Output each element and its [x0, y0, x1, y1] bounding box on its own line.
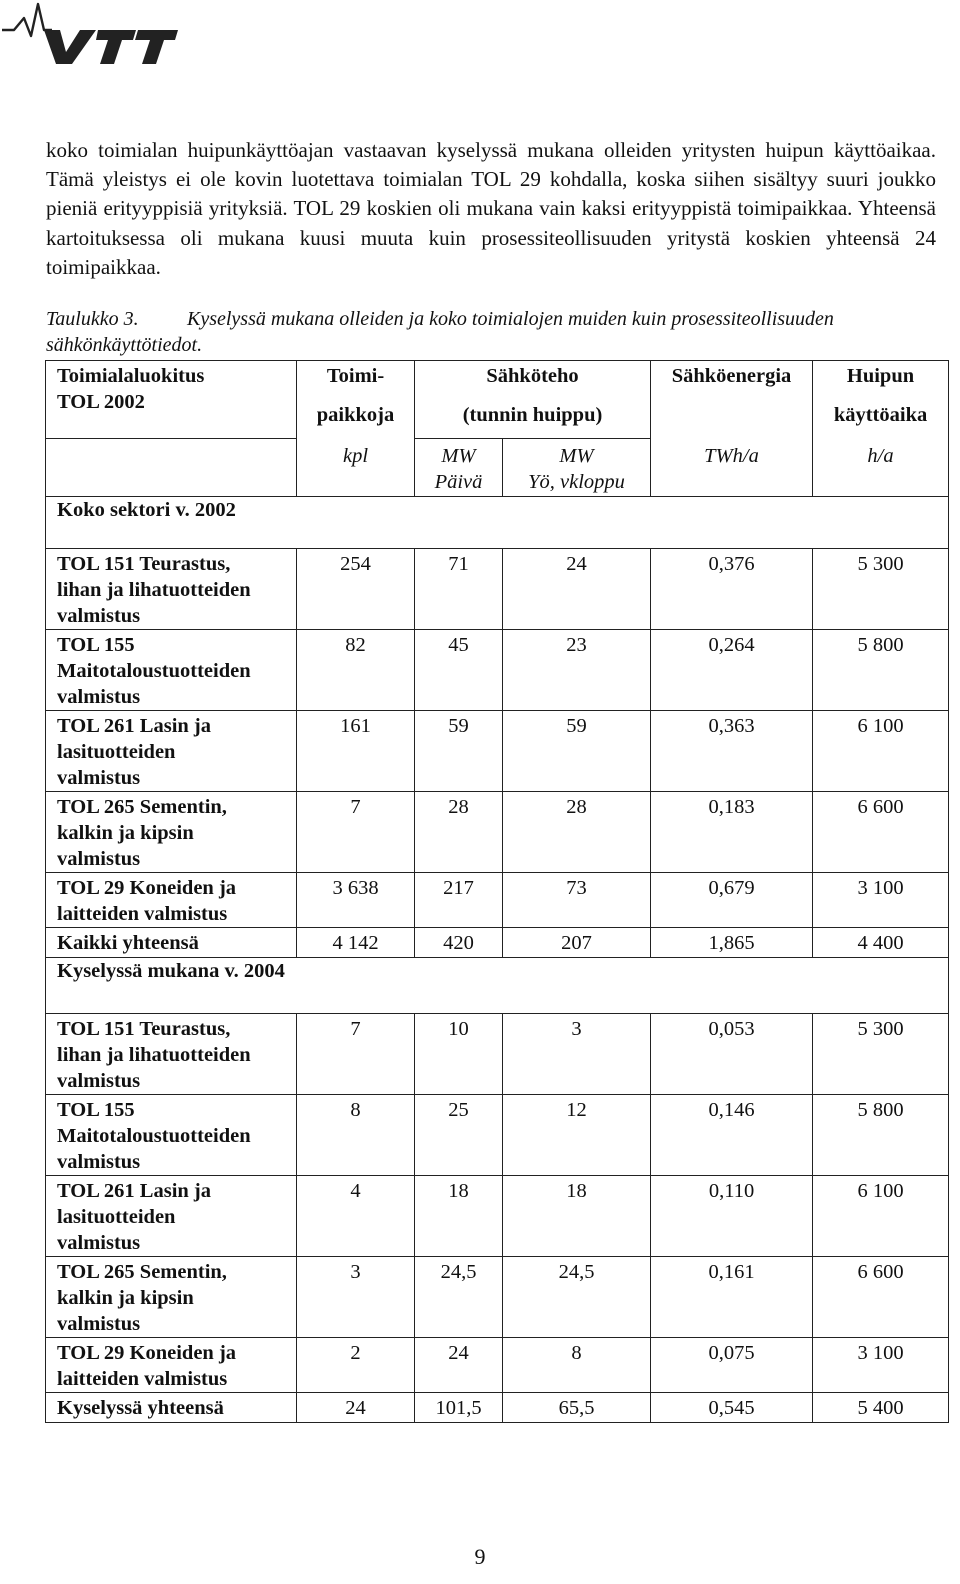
cell-peak-hours: 5 800 [813, 630, 949, 711]
table-units-row [46, 439, 949, 497]
table-row [46, 1257, 949, 1338]
cell-day-power: 59 [415, 711, 503, 792]
total-day-power: 101,5 [415, 1393, 503, 1423]
row-label-line: valmistus [57, 767, 141, 789]
body-paragraph: koko toimialan huipunkäyttöajan vastaavan kyselyssä mukana olleiden yritysten huipun käyttöaikaa. Tämä yleistys ei ole kovin luotettava toimialan TOL 29 kohdalla, koska siihen sisältyy suuri joukko pieniä erityyppisiä yrityksiä. TOL 29 koskien oli mukana vain kaksi erityyppistä toimipaikkaa. Yhteensä kartoituksessa oli mukana kuusi muuta kuin prosessiteollisuuden yritystä koskien yhteensä 24 toimipaikkaa. [46, 138, 936, 279]
total-energy: 0,545 [651, 1393, 813, 1423]
cell-night-power: 8 [503, 1338, 651, 1393]
cell-night-power: 23 [503, 630, 651, 711]
table-row [46, 1014, 949, 1095]
header-classification: Toimialaluokitus TOL 2002 [46, 361, 297, 439]
cell-energy: 0,183 [651, 792, 813, 873]
cell-peak-hours: 5 300 [813, 1014, 949, 1095]
cell-day-power: 71 [415, 549, 503, 630]
row-label-line: TOL 155 [57, 634, 135, 656]
unit-count: kpl [297, 439, 415, 497]
cell-energy: 0,376 [651, 549, 813, 630]
section-title-row [46, 497, 949, 549]
cell-count: 2 [297, 1338, 415, 1393]
table-row [46, 1338, 949, 1393]
cell-count: 4 [297, 1176, 415, 1257]
cell-day-power: 24 [415, 1338, 503, 1393]
row-label-line: valmistus [57, 1151, 141, 1173]
row-label [46, 549, 297, 630]
row-label-line: TOL 155 [57, 1099, 135, 1121]
cell-count: 3 638 [297, 873, 415, 928]
row-label-line: TOL 261 Lasin ja [57, 1180, 211, 1202]
unit-day: MW Päivä [415, 439, 503, 497]
cell-peak-hours: 3 100 [813, 873, 949, 928]
row-label [46, 1257, 297, 1338]
header-power: Sähköteho (tunnin huippu) [415, 361, 651, 439]
cell-peak-hours: 6 600 [813, 1257, 949, 1338]
table-caption [46, 306, 936, 358]
row-label-line: valmistus [57, 848, 141, 870]
vtt-logo-icon [0, 0, 185, 72]
row-label [46, 873, 297, 928]
cell-energy: 0,075 [651, 1338, 813, 1393]
table-row [46, 549, 949, 630]
cell-peak-hours: 6 100 [813, 1176, 949, 1257]
table-row [46, 792, 949, 873]
cell-energy: 0,053 [651, 1014, 813, 1095]
header-energy: Sähköenergia [651, 361, 813, 439]
row-label-line: valmistus [57, 1232, 141, 1254]
section-title-row [46, 958, 949, 1014]
cell-night-power: 3 [503, 1014, 651, 1095]
row-label [46, 630, 297, 711]
units-empty-cell [46, 439, 297, 497]
row-label [46, 1176, 297, 1257]
cell-count: 161 [297, 711, 415, 792]
total-energy: 1,865 [651, 928, 813, 958]
row-label-line: laitteiden valmistus [57, 903, 228, 925]
cell-day-power: 25 [415, 1095, 503, 1176]
row-label-line: lasituotteiden [57, 1206, 176, 1228]
row-label [46, 711, 297, 792]
row-label-line: TOL 151 Teurastus, [57, 553, 231, 575]
row-label-line: laitteiden valmistus [57, 1368, 228, 1390]
header-peak-hours: Huipun käyttöaika [813, 361, 949, 439]
row-label [46, 1095, 297, 1176]
cell-night-power: 59 [503, 711, 651, 792]
cell-day-power: 18 [415, 1176, 503, 1257]
cell-peak-hours: 6 100 [813, 711, 949, 792]
table-caption-label: Taulukko 3. [46, 308, 139, 330]
total-count: 4 142 [297, 928, 415, 958]
cell-night-power: 18 [503, 1176, 651, 1257]
row-label-line: TOL 265 Sementin, [57, 1261, 227, 1283]
table-row [46, 1095, 949, 1176]
unit-hours: h/a [813, 439, 949, 497]
total-row [46, 928, 949, 958]
row-label-line: Maitotaloustuotteiden [57, 660, 251, 682]
row-label-line: TOL 151 Teurastus, [57, 1018, 231, 1040]
section-title: Kyselyssä mukana v. 2004 [46, 958, 949, 1014]
cell-peak-hours: 5 300 [813, 549, 949, 630]
cell-count: 3 [297, 1257, 415, 1338]
cell-peak-hours: 3 100 [813, 1338, 949, 1393]
table-row [46, 873, 949, 928]
unit-energy: TWh/a [651, 439, 813, 497]
row-label-line: TOL 29 Koneiden ja [57, 877, 237, 899]
row-label-line: lihan ja lihatuotteiden [57, 579, 251, 601]
cell-night-power: 24 [503, 549, 651, 630]
row-label-line: valmistus [57, 686, 141, 708]
total-label: Kaikki yhteensä [46, 928, 297, 958]
total-day-power: 420 [415, 928, 503, 958]
row-label-line: TOL 29 Koneiden ja [57, 1342, 237, 1364]
cell-day-power: 217 [415, 873, 503, 928]
cell-day-power: 24,5 [415, 1257, 503, 1338]
cell-day-power: 10 [415, 1014, 503, 1095]
cell-day-power: 28 [415, 792, 503, 873]
cell-day-power: 45 [415, 630, 503, 711]
row-label-line: kalkin ja kipsin [57, 1287, 194, 1309]
cell-energy: 0,679 [651, 873, 813, 928]
table-row [46, 711, 949, 792]
cell-energy: 0,146 [651, 1095, 813, 1176]
row-label [46, 1014, 297, 1095]
table-caption-text: Kyselyssä mukana olleiden ja koko toimialojen muiden kuin prosessiteollisuuden sähkönkäyttötiedot. [46, 308, 834, 356]
cell-energy: 0,264 [651, 630, 813, 711]
electricity-usage-table [45, 360, 949, 1423]
table-row [46, 630, 949, 711]
cell-count: 254 [297, 549, 415, 630]
total-peak-hours: 5 400 [813, 1393, 949, 1423]
total-night-power: 207 [503, 928, 651, 958]
total-peak-hours: 4 400 [813, 928, 949, 958]
vtt-logo-text [44, 30, 178, 64]
row-label-line: valmistus [57, 605, 141, 627]
cell-night-power: 24,5 [503, 1257, 651, 1338]
header-sites: Toimi- paikkoja [297, 361, 415, 439]
table-row [46, 1176, 949, 1257]
total-count: 24 [297, 1393, 415, 1423]
cell-peak-hours: 5 800 [813, 1095, 949, 1176]
row-label-line: TOL 265 Sementin, [57, 796, 227, 818]
row-label-line: lasituotteiden [57, 741, 176, 763]
cell-night-power: 28 [503, 792, 651, 873]
cell-night-power: 12 [503, 1095, 651, 1176]
row-label-line: kalkin ja kipsin [57, 822, 194, 844]
total-night-power: 65,5 [503, 1393, 651, 1423]
total-label: Kyselyssä yhteensä [46, 1393, 297, 1423]
row-label [46, 1338, 297, 1393]
table-header-row [46, 361, 949, 439]
total-row [46, 1393, 949, 1423]
row-label-line: Maitotaloustuotteiden [57, 1125, 251, 1147]
row-label-line: lihan ja lihatuotteiden [57, 1044, 251, 1066]
cell-energy: 0,110 [651, 1176, 813, 1257]
row-label [46, 792, 297, 873]
cell-count: 7 [297, 1014, 415, 1095]
cell-night-power: 73 [503, 873, 651, 928]
row-label-line: valmistus [57, 1070, 141, 1092]
cell-count: 8 [297, 1095, 415, 1176]
page-number: 9 [474, 1544, 486, 1569]
row-label-line: TOL 261 Lasin ja [57, 715, 211, 737]
section-title: Koko sektori v. 2002 [46, 497, 949, 549]
cell-peak-hours: 6 600 [813, 792, 949, 873]
unit-night: MW Yö, vkloppu [503, 439, 651, 497]
cell-energy: 0,363 [651, 711, 813, 792]
row-label-line: valmistus [57, 1313, 141, 1335]
cell-count: 7 [297, 792, 415, 873]
cell-energy: 0,161 [651, 1257, 813, 1338]
cell-count: 82 [297, 630, 415, 711]
